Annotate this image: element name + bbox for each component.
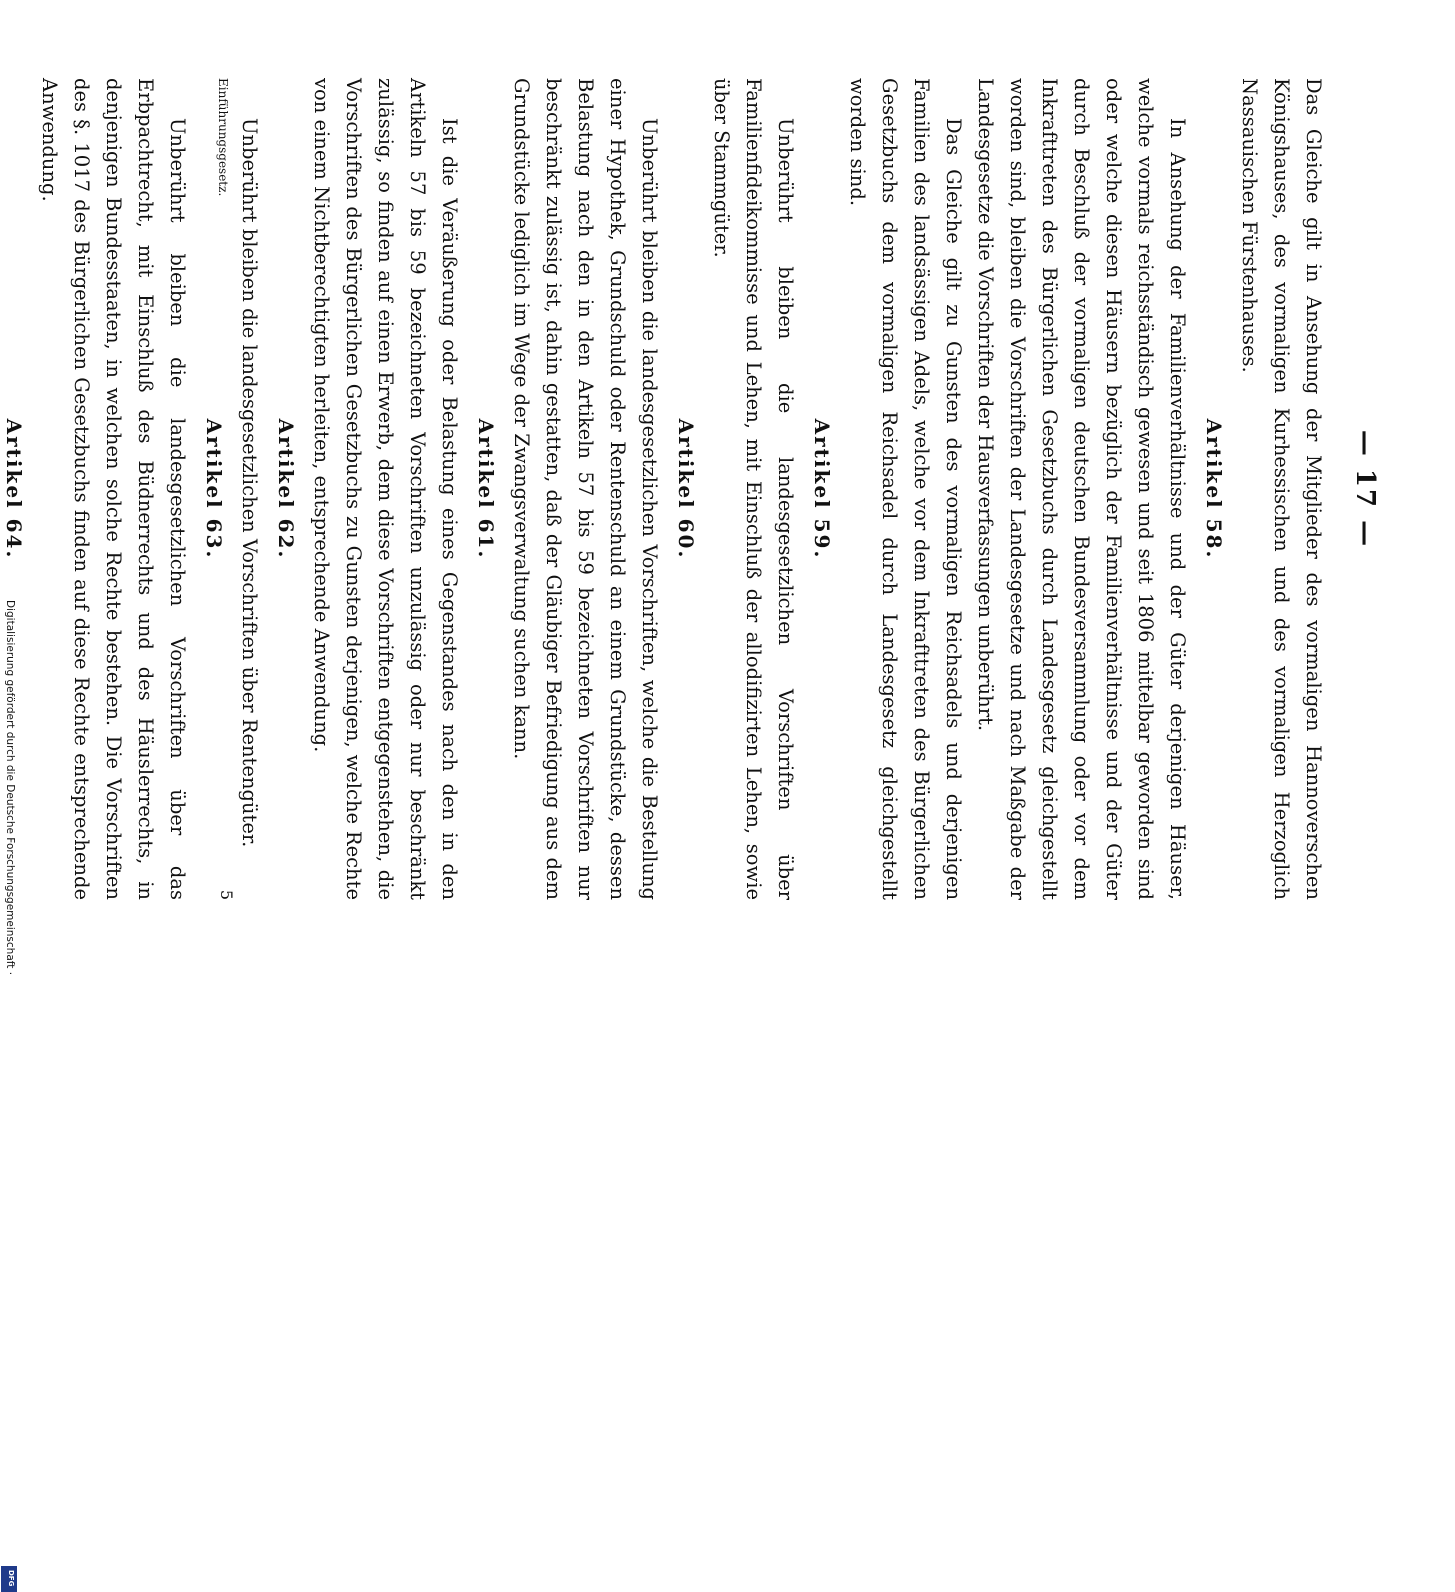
paragraph: Das Gleiche gilt zu Gunsten des vormaligen Reichsadels und derjenigen Familien des landsässigen Adels, welche vor dem Inkrafttreten des Bürgerlichen Gesetzbuchs dem vormaligen Reichsadel durch Landesgesetz gleichgestellt worden sind. (846, 78, 965, 900)
article-heading: Artikel 63. (202, 418, 226, 560)
paragraph: Das Gleiche gilt in Ansehung der Mitglieder des vormaligen Hannoverschen Königshauses, des vormaligen Kurhessischen und des vormaligen Herzoglich Nassauischen Fürstenhauses. (1238, 78, 1325, 900)
article-heading: Artikel 62. (274, 418, 298, 560)
dfg-sidebar (0, 600, 18, 1587)
page-number: — 17 — (1350, 429, 1380, 549)
footer-sheet-number: 5 (217, 889, 236, 900)
article-heading: Artikel 61. (474, 418, 498, 560)
dfg-logo-text: DFG (7, 1570, 15, 1587)
paragraph: Unberührt bleiben die landesgesetzlichen Vorschriften, welche die Bestellung einer Hypothek, Grundschuld oder Rentenschuld an einem Grundstücke, dessen Belastung nach den in den Artikeln 57 bis 59 bezeichneten Vorschriften nur beschränkt zulässig ist, dahin gestatten, daß der Gläubiger Befriedigung aus dem Grundstücke lediglich im Wege der Zwangsverwaltung suchen kann. (510, 78, 661, 900)
page-body (0, 78, 1329, 900)
article-heading: Artikel 64. (2, 418, 26, 560)
paragraph: Unberührt bleiben die landesgesetzlichen Vorschriften über das Erbpachtrecht, mit Einschluß des Büdnerrechts und des Häuslerrechts, in denjenigen Bundesstaaten, in welchen solche Rechte bestehen. Die Vorschriften des §. 1017 des Bürgerlichen Gesetzbuchs finden auf diese Rechte entsprechende Anwendung. (38, 78, 189, 900)
paragraph: In Ansehung der Familienverhältnisse und der Güter derjenigen Häuser, welche vormals reichsständisch gewesen und seit 1806 mittelbar geworden sind oder welche diesen Häusern bezüglich der Familienverhältnisse und der Güter durch Beschluß der vormaligen deutschen Bundesversammlung oder vor dem Inkrafttreten des Bürgerlichen Gesetzbuchs durch Landesgesetz gleichgestellt worden sind, bleiben die Vorschriften der Landesgesetze und nach Maßgabe der Landesgesetze die Vorschriften der Hausverfassungen unberührt. (974, 78, 1189, 900)
footer-signature-mark: Einführungsgesetz. (216, 78, 230, 197)
article-heading: Artikel 60. (674, 418, 698, 560)
dfg-funding-note: Digitalisierung gefördert durch die Deutsche Forschungsgemeinschaft · (4, 600, 16, 976)
article-heading: Artikel 59. (810, 418, 834, 560)
article-heading: Artikel 58. (1202, 418, 1226, 560)
paragraph: Ist die Veräußerung oder Belastung eines Gegenstandes nach den in den Artikeln 57 bis 59 bezeichneten Vorschriften unzulässig oder nur beschränkt zulässig, so finden auf einen Erwerb, dem diese Vorschriften entgegenstehen, die Vorschriften des Bürgerlichen Gesetzbuchs zu Gunsten derjenigen, welche Rechte von einem Nichtberechtigten herleiten, entsprechende Anwendung. (310, 78, 461, 900)
paragraph: Unberührt bleiben die landesgesetzlichen Vorschriften über Familienfideikommisse und Lehen, mit Einschluß der allodifizirten Lehen, sowie über Stammgüter. (710, 78, 797, 900)
page-footer (210, 78, 236, 900)
dfg-logo-icon (1, 1566, 17, 1592)
paragraph: Unberührt bleiben die landesgesetzlichen Vorschriften über Rentengüter. (238, 118, 261, 848)
